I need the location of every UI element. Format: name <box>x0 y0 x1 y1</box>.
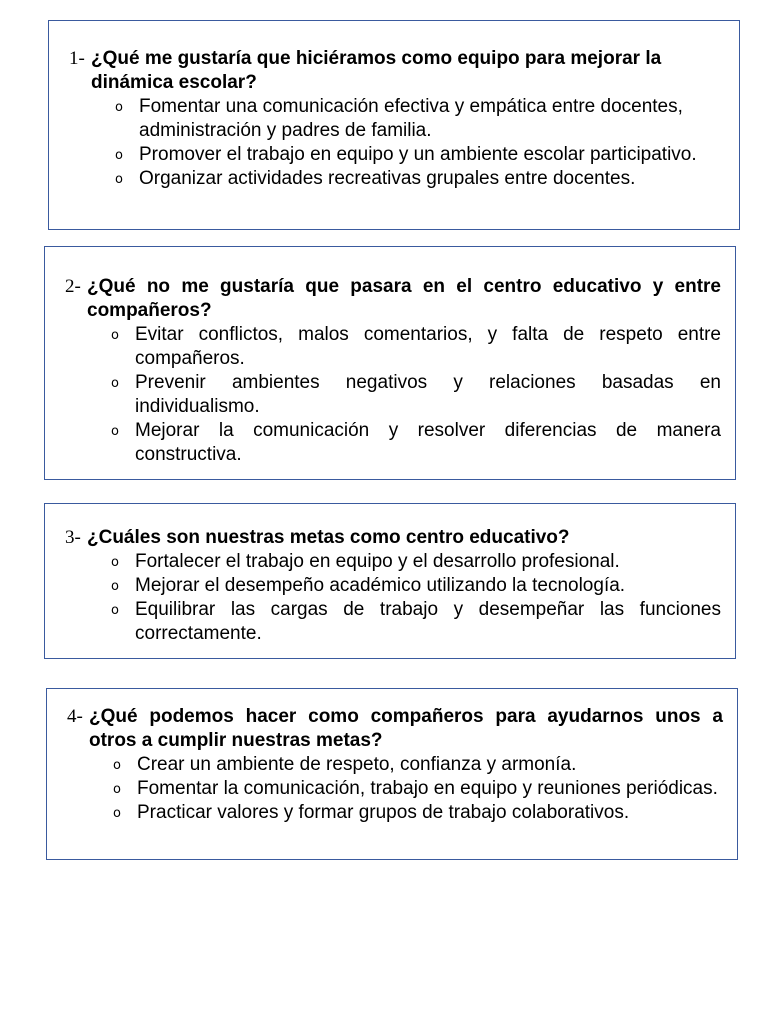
list-item: o Practicar valores y formar grupos de trabajo colaborativos. <box>113 801 723 825</box>
bullet-icon: o <box>115 148 123 163</box>
bullet-icon: o <box>111 555 119 570</box>
question-2 <box>65 275 721 323</box>
bullet-icon: o <box>113 782 121 797</box>
answer-list-2 <box>111 323 721 467</box>
question-4 <box>67 705 723 753</box>
list-item: o Fomentar la comunicación, trabajo en equipo y reuniones periódicas. <box>113 777 723 801</box>
question-text: ¿Qué me gustaría que hiciéramos como equipo para mejorar la dinámica escolar? <box>91 48 662 93</box>
question-box-4 <box>46 688 738 860</box>
answer-list-1 <box>115 95 719 191</box>
list-item: o Mejorar la comunicación y resolver diferencias de manera constructiva. <box>111 420 721 465</box>
answer-list-4 <box>113 753 723 825</box>
question-box-3 <box>44 503 736 659</box>
question-1 <box>69 47 719 95</box>
bullet-icon: o <box>111 603 119 618</box>
list-item: o Mejorar el desempeño académico utilizando la tecnología. <box>111 574 721 598</box>
question-text: ¿Qué no me gustaría que pasara en el centro educativo y entre compañeros? <box>87 276 721 321</box>
answer-list-3 <box>111 550 721 646</box>
bullet-icon: o <box>115 172 123 187</box>
list-item: o Organizar actividades recreativas grupales entre docentes. <box>115 167 719 191</box>
bullet-icon: o <box>111 376 119 391</box>
bullet-icon: o <box>115 100 123 115</box>
question-text: ¿Qué podemos hacer como compañeros para ayudarnos unos a otros a cumplir nuestras metas? <box>89 706 723 751</box>
list-item: o Crear un ambiente de respeto, confianza y armonía. <box>113 753 723 777</box>
question-number: 3- <box>65 527 81 548</box>
question-3 <box>65 526 721 550</box>
list-item: o Evitar conflictos, malos comentarios, y falta de respeto entre compañeros. <box>111 324 721 369</box>
bullet-icon: o <box>111 328 119 343</box>
bullet-icon: o <box>113 806 121 821</box>
question-box-2 <box>44 246 736 480</box>
question-number: 1- <box>69 48 85 69</box>
list-item: o Equilibrar las cargas de trabajo y desempeñar las funciones correctamente. <box>111 599 721 644</box>
question-text: ¿Cuáles son nuestras metas como centro educativo? <box>87 527 570 548</box>
bullet-icon: o <box>111 579 119 594</box>
question-box-1 <box>48 20 740 230</box>
list-item: o Promover el trabajo en equipo y un ambiente escolar participativo. <box>115 143 719 167</box>
bullet-icon: o <box>111 424 119 439</box>
bullet-icon: o <box>113 758 121 773</box>
question-number: 4- <box>67 706 83 727</box>
list-item: o Fomentar una comunicación efectiva y empática entre docentes, administración y padres de familia. <box>115 96 683 141</box>
question-number: 2- <box>65 276 81 297</box>
list-item: o Prevenir ambientes negativos y relaciones basadas en individualismo. <box>111 372 721 417</box>
list-item: o Fortalecer el trabajo en equipo y el desarrollo profesional. <box>111 550 721 574</box>
